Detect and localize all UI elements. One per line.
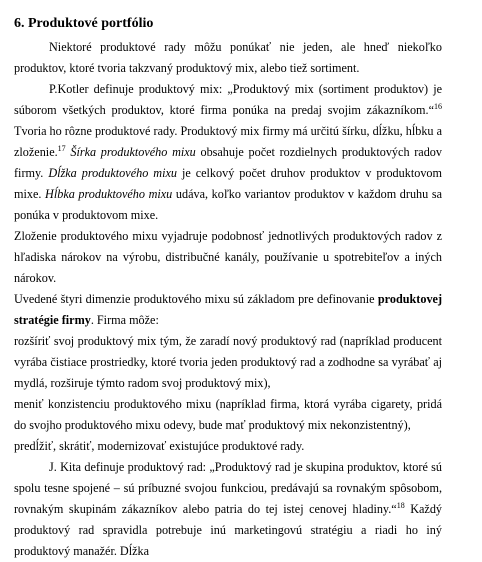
kotler-text-h: udáva, koľko variantov produktov v každom druhu sa ponúka v produktovom mixe. bbox=[14, 187, 442, 222]
paragraph-zlozenie: Zloženie produktového mixu vyjadruje podobnosť jednotlivých produktových radov z hľadiska nárokov na výrobu, distribučné kanály, používanie u spotrebiteľov a iných nárokov. bbox=[14, 229, 442, 285]
paragraph-kotler-definition bbox=[14, 79, 442, 226]
term-dlzka: Dĺžka produktového mixu bbox=[48, 166, 177, 180]
dimensions-text-a: Uvedené štyri dimenzie produktového mixu sú základom pre definovanie bbox=[14, 292, 378, 306]
footnote-ref-17: 17 bbox=[57, 143, 66, 153]
list-item: predĺžiť, skrátiť, modernizovať existujúce produktové rady. bbox=[14, 439, 305, 453]
kotler-text-b: Tvoria ho rôzne produktové rady. Produktový mix firmy má určitú šírku, dĺžku, hĺbku a zloženie. bbox=[14, 124, 442, 159]
term-hlbka: Hĺbka produktového mixu bbox=[45, 187, 173, 201]
dimensions-text-c: . Firma môže: bbox=[90, 313, 159, 327]
kotler-quote-text: P.Kotler definuje produktový mix: „Produktový mix (sortiment produktov) je súborom všetkých produktov, ktoré firma ponúka na predaj svojim zákazníkom.“ bbox=[14, 82, 442, 117]
term-produktova-strategia: produktovej stratégie firmy bbox=[14, 292, 442, 327]
paragraph-intro: Niektoré produktové rady môžu ponúkať nie jeden, ale hneď niekoľko produktov, ktoré tvoria takzvaný produktový mix, alebo tiež sortiment. bbox=[14, 40, 442, 75]
list-item: rozšíriť svoj produktový mix tým, že zaradí nový produktový rad (napríklad producent vyrába čistiace prostriedky, ktoré tvoria jeden produktový rad a zodhodne sa vyrábať aj mydlá, rozširuje týmto radom svoj produktový mix), bbox=[14, 334, 442, 390]
kita-text-b: Každý produktový rad spravidla potrebuje inú marketingovú stratégiu a riadi ho iný produktový manažér. Dĺžka bbox=[14, 502, 443, 558]
list-item: meniť konzistenciu produktového mixu (napríklad firma, ktorá vyrába cigarety, pridá do svojho produktového mixu odevy, bude mať produktový mix nekonzistentný), bbox=[14, 397, 442, 432]
kita-quote-text: J. Kita definuje produktový rad: „Produktový rad je skupina produktov, ktoré sú spolu tesne spojené – sú príbuzné svojou funkciou, predávajú sa rovnakým spôsobom, rovnakým skupinám zákazníkov alebo patria do tej istej cenovej hladiny.“ bbox=[14, 460, 442, 516]
kotler-text-d: obsahuje počet rozdielnych produktových radov firmy. bbox=[14, 145, 442, 180]
footnote-ref-16: 16 bbox=[434, 101, 442, 111]
footnote-ref-18: 18 bbox=[396, 500, 405, 510]
section-heading: 6. Produktové portfólio bbox=[14, 16, 154, 31]
paragraph-dimensions bbox=[14, 289, 442, 331]
paragraph-kita-definition bbox=[14, 457, 442, 562]
kotler-text-f: je celkový počet druhov produktov v produktovom mixe. bbox=[14, 166, 442, 201]
term-sirka: Šírka produktového mixu bbox=[65, 145, 196, 159]
